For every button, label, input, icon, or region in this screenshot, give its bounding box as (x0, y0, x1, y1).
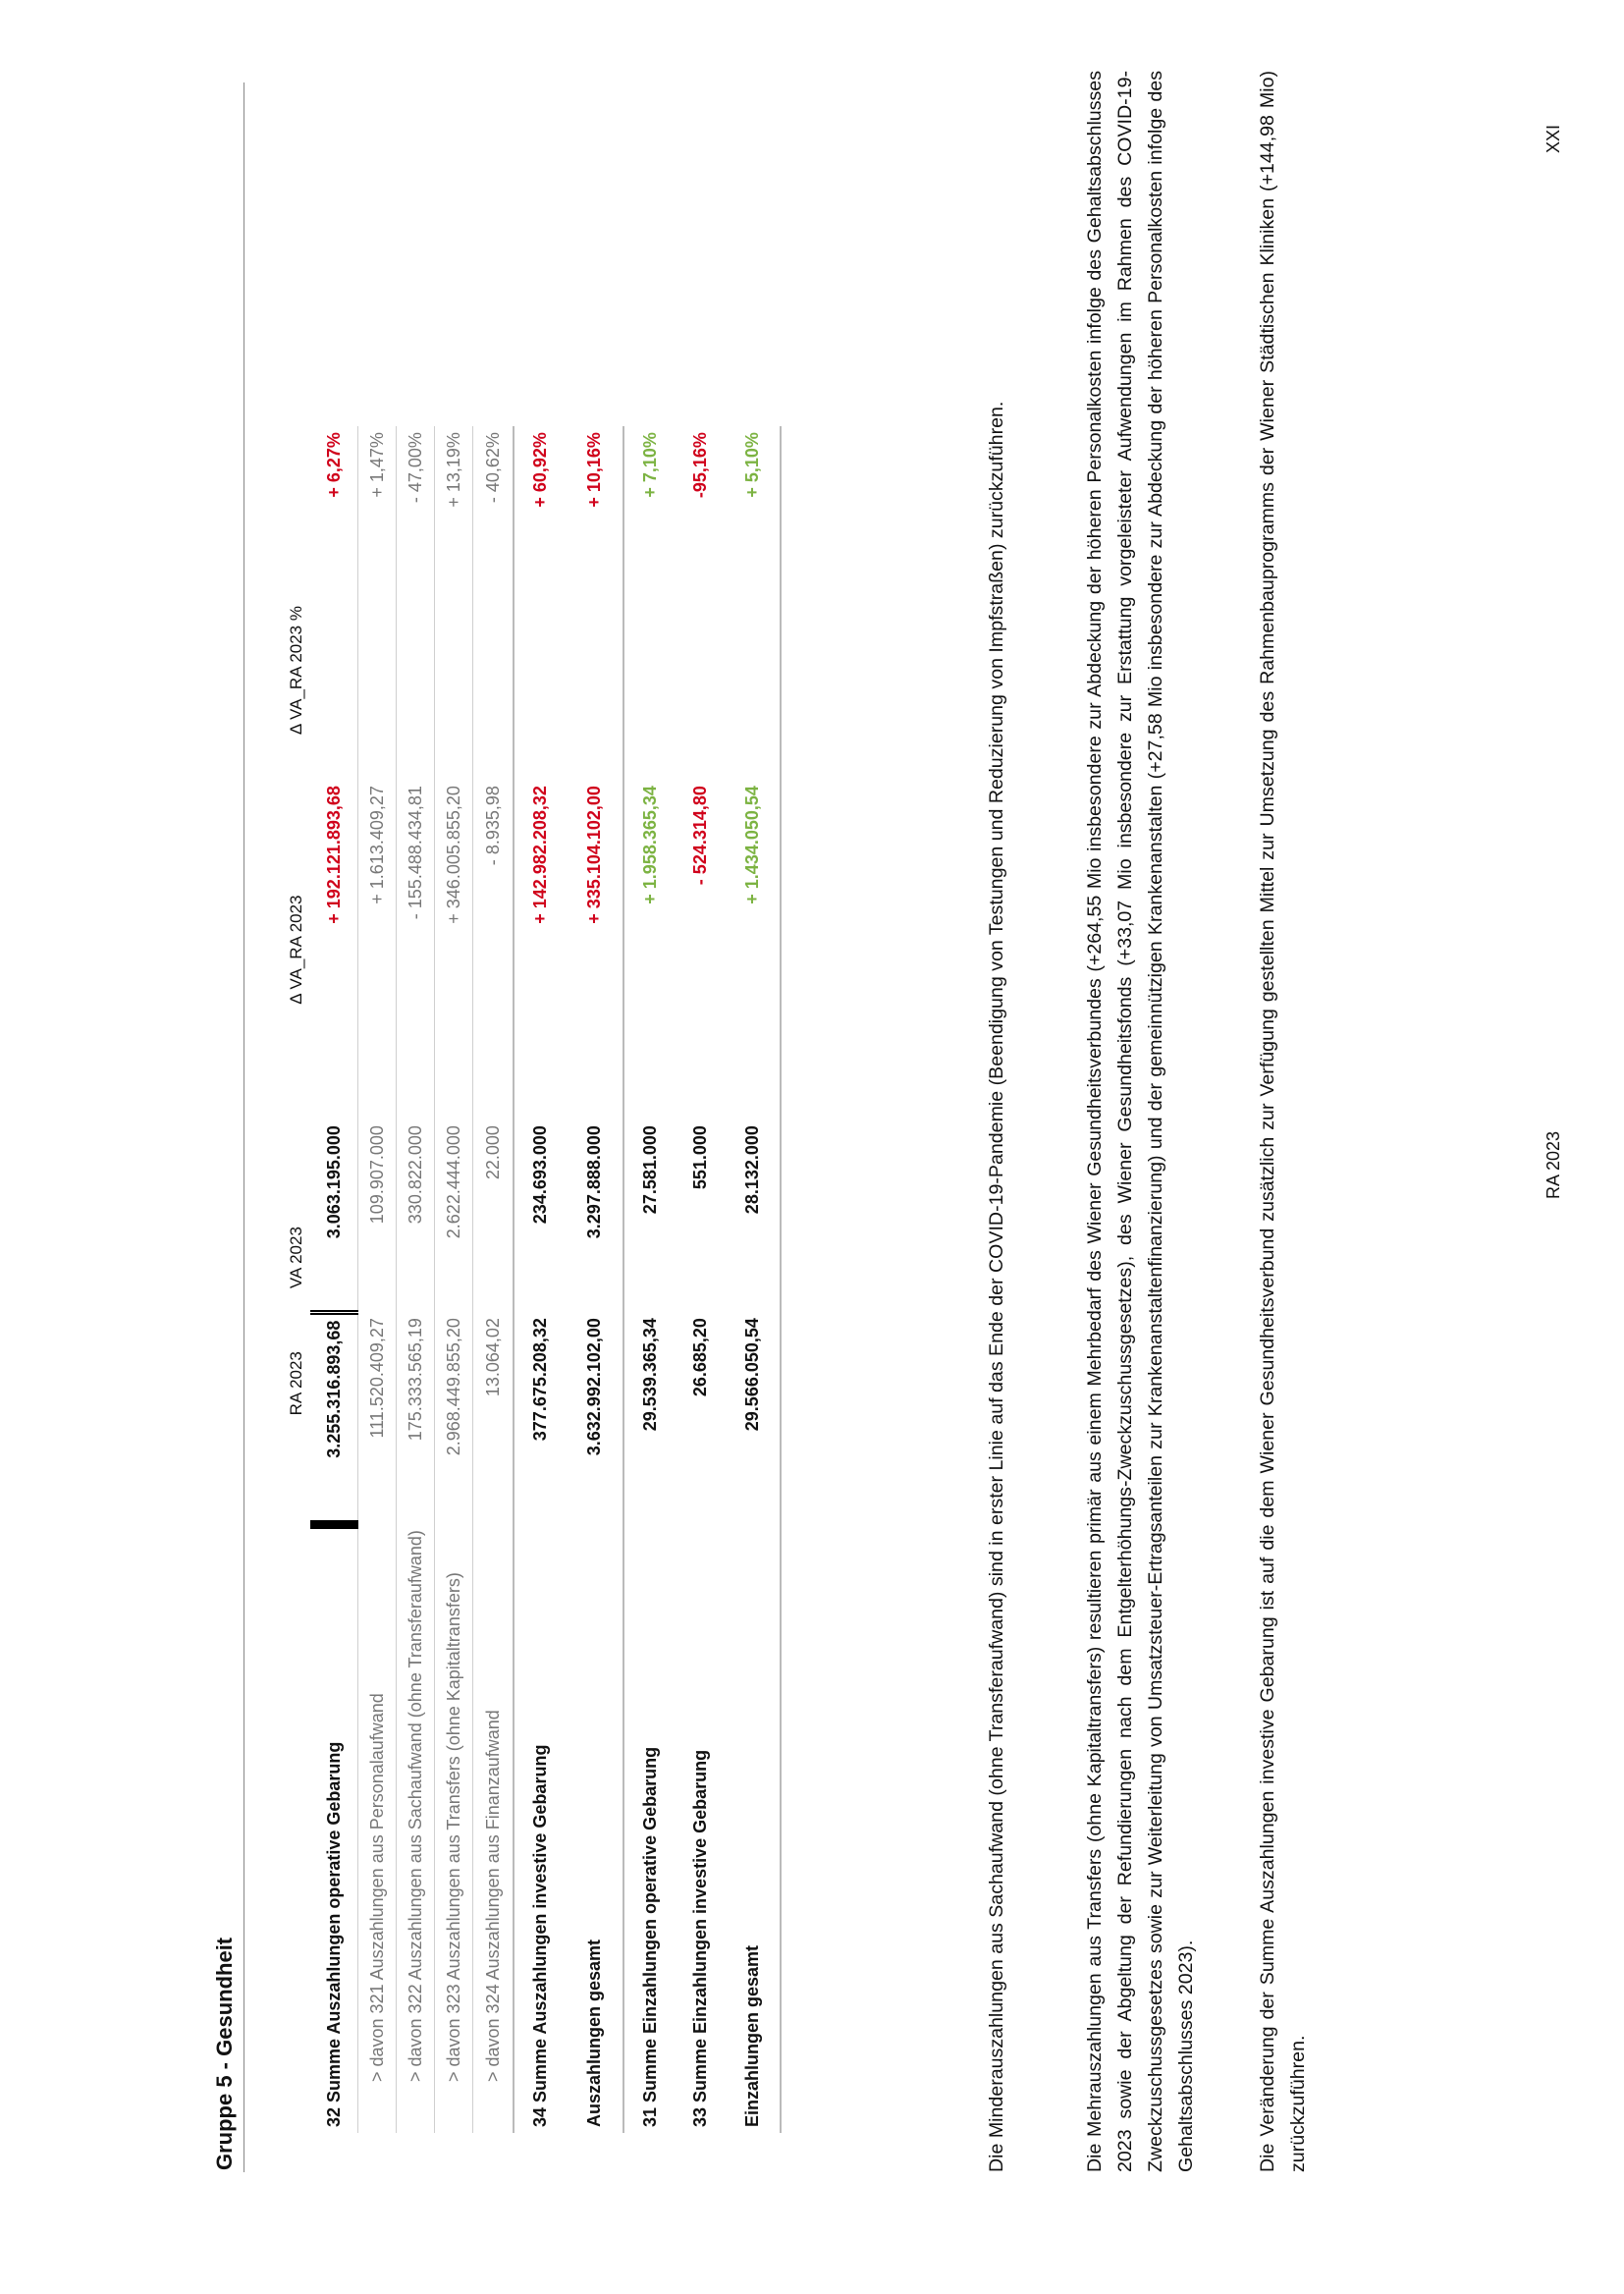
delta-abs (435, 780, 473, 1120)
delta-sign: + (583, 913, 604, 924)
delta-value: 335.104.102,00 (583, 786, 604, 909)
table-row (310, 426, 358, 2133)
delta-pct: + 13,19% (435, 426, 473, 780)
ra-value: 3.255.316.893,68 (310, 1312, 358, 1524)
delta-value: 8.935,98 (482, 786, 503, 855)
header-delta-pct: Δ VA_RA 2023 % (287, 606, 305, 736)
row-label: > davon 323 Auszahlungen aus Transfers (ohne Kapitaltransfers) (435, 1524, 473, 2133)
ra-value: 26.685,20 (689, 1318, 710, 1397)
delta-pct: + 5,10% (725, 426, 781, 780)
ra-value: 377.675.208,32 (529, 1318, 550, 1442)
delta-abs (473, 780, 514, 1120)
header-ra: RA 2023 (287, 1351, 305, 1416)
delta-value: 524.314,80 (689, 786, 710, 875)
delta-sign: - (482, 859, 503, 866)
delta-abs (623, 780, 676, 1120)
ra-value: 3.632.992.102,00 (566, 1312, 623, 1524)
row-label: Auszahlungen gesamt (566, 1524, 623, 2133)
group-title: Gruppe 5 - Gesundheit (212, 1937, 237, 2170)
row-label: Einzahlungen gesamt (725, 1524, 781, 2133)
row-label: 34 Summe Auszahlungen investive Gebarung (529, 1744, 550, 2127)
delta-abs (397, 780, 435, 1120)
footer-report-label: RA 2023 (1543, 1130, 1563, 1199)
delta-pct: + 1,47% (358, 426, 397, 780)
ra-value: 29.539.365,34 (639, 1318, 660, 1432)
va-value: 109.907.000 (358, 1120, 397, 1312)
row-label: > davon 321 Auszahlungen aus Personalaufwand (358, 1524, 397, 2133)
ra-value: 13.064,02 (473, 1312, 514, 1524)
delta-value: 192.121.893,68 (323, 786, 344, 909)
paragraph-investive: Die Veränderung der Summe Auszahlungen investive Gebarung ist auf die dem Wiener Gesundheitsverbund zusätzlich zur Verfügung gestellten Mittel zur Umsetzung des Rahmenbauprogramms der Wiener Städtischen Kliniken (+144,98 Mio) zurückzuführen. (1256, 71, 1309, 2172)
delta-sign: + (741, 894, 762, 904)
delta-pct: + 60,92% (529, 432, 550, 508)
delta-pct: - 40,62% (473, 426, 514, 780)
ra-value: 111.520.409,27 (358, 1312, 397, 1524)
va-value: 27.581.000 (639, 1125, 660, 1215)
delta-value: 346.005.855,20 (443, 786, 463, 909)
delta-sign: + (323, 913, 344, 924)
va-value: 3.063.195.000 (310, 1120, 358, 1312)
va-value: 551.000 (689, 1125, 710, 1190)
paragraph-sachaufwand: Die Minderauszahlungen aus Sachaufwand (ohne Transferaufwand) sind in erster Linie auf das Ende der COVID-19-Pandemie (Beendigung von Testungen und Reduzierung von Impfstraßen) zurückzuführen. (985, 401, 1007, 2172)
delta-sign: + (366, 894, 387, 904)
delta-pct: + 7,10% (639, 432, 660, 498)
row-label: > davon 322 Auszahlungen aus Sachaufwand (ohne Transferaufwand) (397, 1524, 435, 2133)
va-value: 3.297.888.000 (566, 1120, 623, 1312)
table-row (358, 426, 397, 2133)
delta-value: 1.613.409,27 (366, 786, 387, 890)
table-header-row (267, 426, 310, 2133)
delta-abs (725, 780, 781, 1120)
table-row (473, 426, 514, 2133)
delta-abs (676, 780, 725, 1120)
row-label: 32 Summe Auszahlungen operative Gebarung (310, 1524, 358, 2133)
delta-pct: -95,16% (689, 432, 710, 499)
ra-value: 29.566.050,54 (725, 1312, 781, 1524)
delta-value: 1.958.365,34 (639, 786, 660, 890)
table-row (435, 426, 473, 2133)
va-value: 22.000 (473, 1120, 514, 1312)
row-label: 33 Summe Einzahlungen investive Gebarung (689, 1749, 710, 2127)
delta-abs (514, 780, 566, 1120)
ra-value: 175.333.565,19 (397, 1312, 435, 1524)
delta-abs (566, 780, 623, 1120)
delta-value: 142.982.208,32 (529, 786, 550, 909)
delta-value: 155.488.434,81 (405, 786, 425, 909)
delta-sign: - (405, 913, 425, 920)
table-row (623, 426, 676, 2133)
delta-sign: - (689, 879, 710, 886)
delta-pct: + 10,16% (566, 426, 623, 780)
header-delta-abs: Δ VA_RA 2023 (287, 895, 305, 1005)
va-value: 28.132.000 (725, 1120, 781, 1312)
budget-table (267, 426, 782, 2133)
va-value: 330.822.000 (397, 1120, 435, 1312)
table-row (566, 426, 623, 2133)
table-row (725, 426, 781, 2133)
table-row (397, 426, 435, 2133)
delta-pct: - 47,00% (397, 426, 435, 780)
ra-value: 2.968.449.855,20 (435, 1312, 473, 1524)
va-value: 234.693.000 (529, 1125, 550, 1225)
table-row (676, 426, 725, 2133)
delta-abs (310, 780, 358, 1120)
paragraph-transfers: Die Mehrauszahlungen aus Transfers (ohne Kapitaltransfers) resultieren primär aus einem Mehrbedarf des Wiener Gesundheitsverbundes (+264,55 Mio insbesondere zur Abdeckung der höheren Personalkosten infolge des Gehaltsabschlusses 2023 sowie der Abgeltung der Refundierungen nach dem Entgelterhöhungs-Zweckzuschussgesetzes), des Wiener Gesundheitsfonds (+33,07 Mio insbesondere zur Erstattung vorgeleisteter Aufwendungen im Rahmen des COVID-19-Zweckzuschussgesetzes sowie zur Weiterleitung von Umsatzsteuer-Ertragsanteilen zur Krankenanstaltenfinanzierung) und der gemeinnützigen Krankenanstalten (+27,58 Mio insbesondere zur Abdeckung der höheren Personalkosten infolge des Gehaltsabschlusses 2023). (1083, 71, 1197, 2172)
delta-sign: + (443, 913, 463, 924)
delta-sign: + (639, 894, 660, 904)
va-value: 2.622.444.000 (435, 1120, 473, 1312)
row-label: > davon 324 Auszahlungen aus Finanzaufwand (473, 1524, 514, 2133)
header-label (267, 1524, 310, 2133)
page-number: XXI (1543, 124, 1563, 153)
table-row (514, 426, 566, 2133)
row-label: 31 Summe Einzahlungen operative Gebarung (639, 1746, 660, 2127)
delta-sign: + (529, 913, 550, 924)
delta-abs (358, 780, 397, 1120)
delta-value: 1.434.050,54 (741, 786, 762, 890)
delta-pct: + 6,27% (310, 426, 358, 780)
header-va: VA 2023 (287, 1227, 305, 1289)
